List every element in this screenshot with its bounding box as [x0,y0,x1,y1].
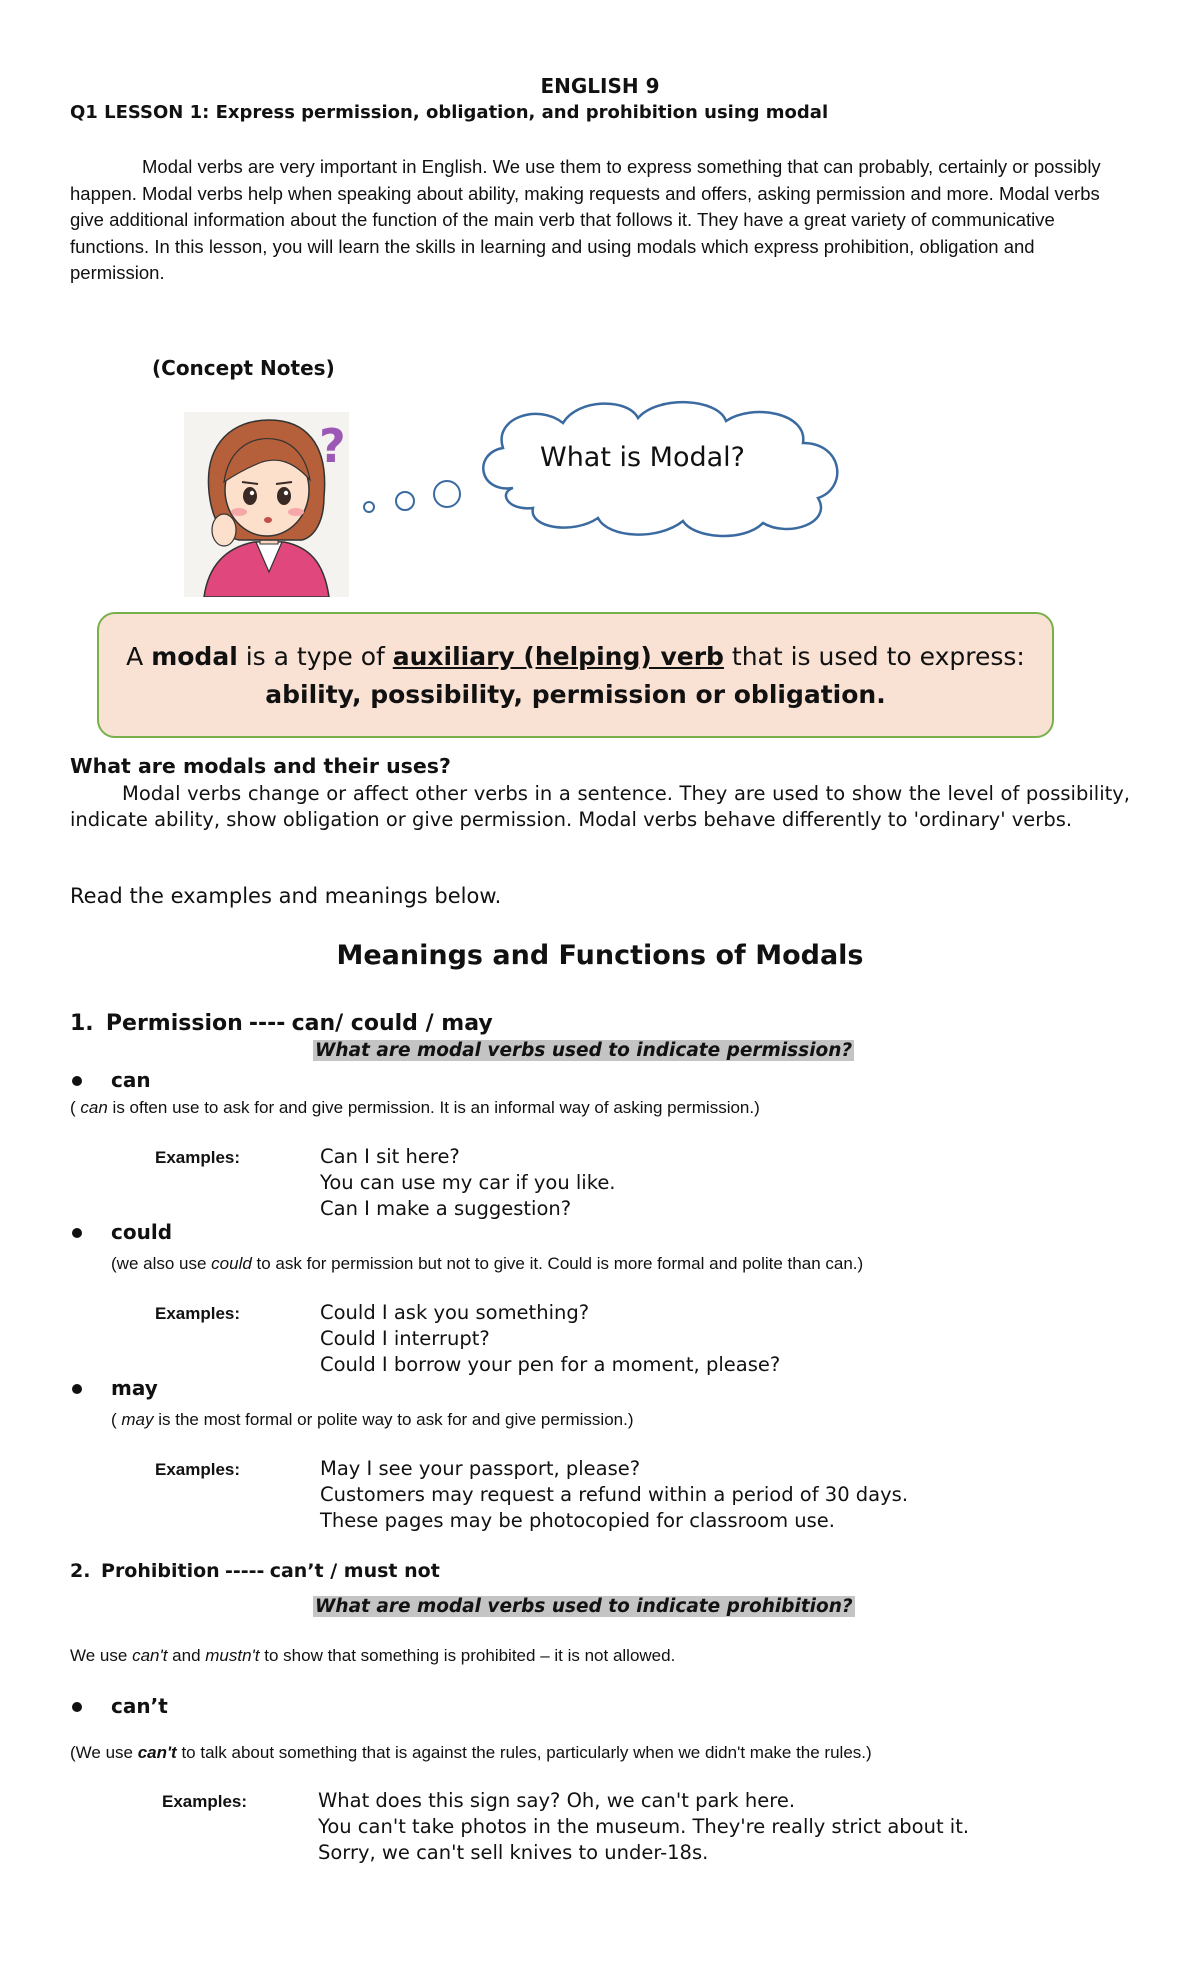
intro-paragraph: Modal verbs are very important in English. We use them to express something that can probably, certainly or possibly happen. Modal verbs help when speaking about ability, making requests and offers, asking permission and more. Modal verbs give additional information about the function of the main verb that follows it. They have a great variety of communicative functions. In this lesson, you will learn the skills in learning and using modals which express prohibition, obligation and permission. [70,156,1101,283]
main-heading: Meanings and Functions of Modals [336,940,864,971]
thinking-girl-illustration [184,412,349,597]
definition-line-1: A modal is a type of auxiliary (helping) verb that is used to express: [126,642,1025,671]
modal-definition-box [97,612,1054,738]
note-may: ( may is the most formal or polite way to ask for and give permission.) [111,1410,634,1429]
modal-could: could [111,1220,173,1244]
example-line: May I see your passport, please? [320,1457,641,1480]
bullet-cant [72,1702,82,1712]
examples-can [320,1144,616,1222]
examples-could [320,1300,780,1378]
note-could: (we also use could to ask for permission but not to give it. Could is more formal and polite than can.) [111,1254,864,1273]
section-1-title: 1. Permission ---- can/ could / may [70,1011,493,1036]
section-1-question: What are modal verbs used to indicate permission? [315,1040,853,1061]
uses-heading: What are modals and their uses? [70,754,451,778]
section-2-question: What are modal verbs used to indicate prohibition? [315,1596,853,1617]
concept-notes-label: (Concept Notes) [152,356,335,380]
example-line: Can I sit here? [320,1145,460,1168]
examples-cant [318,1788,969,1866]
bullet-can [72,1076,82,1086]
read-examples-line: Read the examples and meanings below. [70,884,502,908]
thought-bubble-text: What is Modal? [540,442,746,473]
thought-bubble-trail [355,475,470,520]
example-line: You can't take photos in the museum. They're really strict about it. [318,1815,970,1838]
modal-cant: can’t [111,1694,168,1718]
example-line: Sorry, we can't sell knives to under-18s. [318,1841,709,1864]
lesson-title: Q1 LESSON 1: Express permission, obligation, and prohibition using modal [70,102,829,123]
example-line: You can use my car if you like. [320,1171,616,1194]
example-line: What does this sign say? Oh, we can't park here. [318,1789,796,1812]
examples-label-cant: Examples: [162,1792,248,1811]
examples-label-may: Examples: [155,1460,241,1479]
definition-line-2: ability, possibility, permission or obligation. [265,680,886,709]
note-can: ( can is often use to ask for and give permission. It is an informal way of asking permission.) [70,1098,760,1117]
uses-paragraph: Modal verbs change or affect other verbs in a sentence. They are used to show the level of possibility, indicate ability, show obligation or give permission. Modal verbs behave differently to 'ordinary' verbs. [70,782,1130,831]
example-line: Could I ask you something? [320,1301,590,1324]
definition-aux-term: auxiliary (helping) verb [392,642,724,671]
examples-may [320,1456,908,1534]
examples-label-could: Examples: [155,1304,241,1323]
modal-may: may [111,1376,158,1400]
modal-can: can [111,1068,151,1092]
svg-text:?: ? [319,419,346,473]
example-line: Customers may request a refund within a period of 30 days. [320,1483,909,1506]
bullet-could [72,1228,82,1238]
section-2-intro: We use can't and mustn't to show that something is prohibited – it is not allowed. [70,1646,676,1665]
bullet-may [72,1384,82,1394]
document-subject: ENGLISH 9 [540,74,660,98]
example-line: These pages may be photocopied for classroom use. [320,1509,835,1532]
example-line: Could I interrupt? [320,1327,490,1350]
section-2-title: 2. Prohibition ----- can’t / must not [70,1560,440,1582]
example-line: Could I borrow your pen for a moment, please? [320,1353,781,1376]
definition-modal-term: modal [151,642,238,671]
example-line: Can I make a suggestion? [320,1197,572,1220]
examples-label-can: Examples: [155,1148,241,1167]
note-cant: (We use can't to talk about something that is against the rules, particularly when we didn't make the rules.) [70,1743,872,1762]
